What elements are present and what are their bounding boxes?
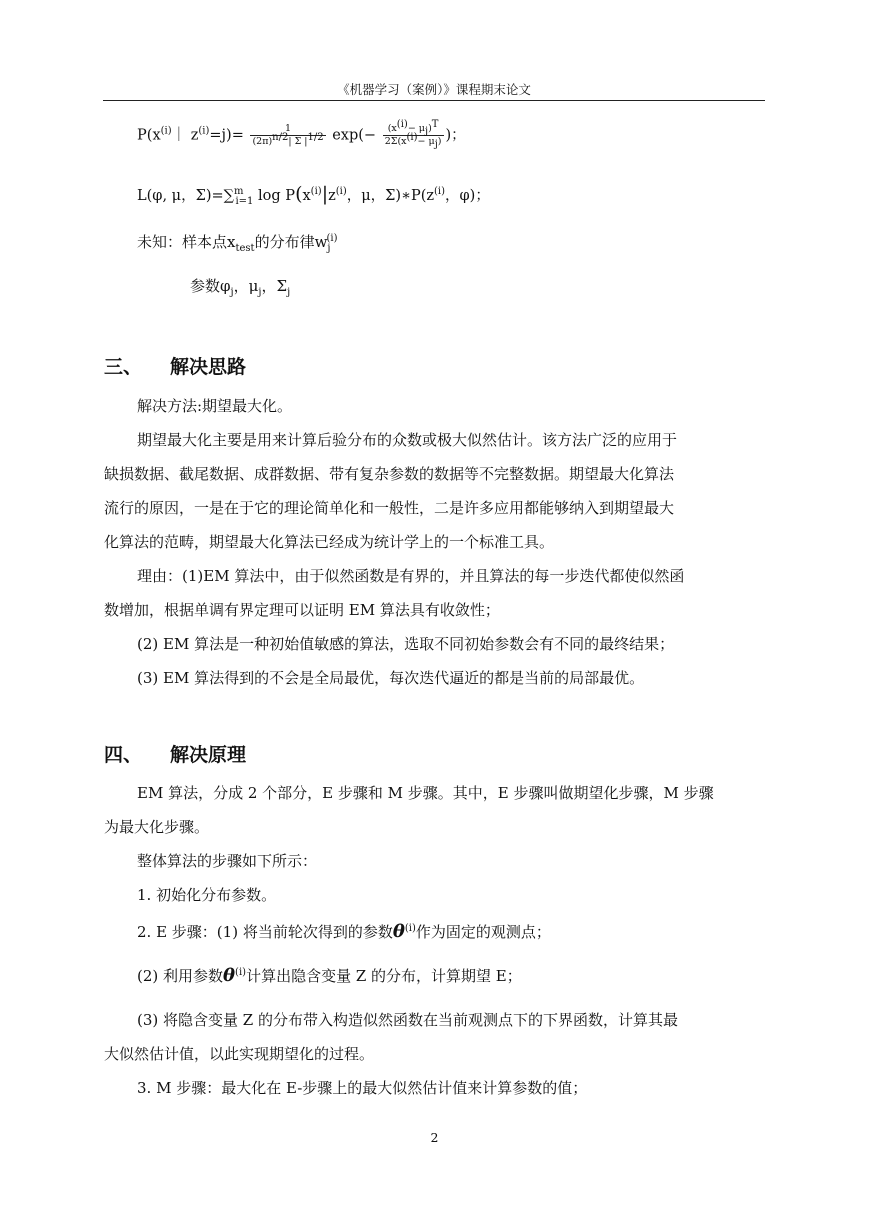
section-3-p5: (3) EM 算法得到的不会是全局最优，每次迭代逼近的都是当前的局部最优。 <box>137 669 645 687</box>
section-3-p3-line1: 理由：(1)EM 算法中，由于似然函数是有界的，并且算法的每一步迭代都使似然函 <box>137 567 685 585</box>
section-3-p2-line4: 化算法的范畴，期望最大化算法已经成为统计学上的一个标准工具。 <box>104 533 555 551</box>
formula-probability: $P(x^{(i)}|$ $z^{(i)}=j)=$ $\frac{1}{(2\pi)^{n/2}| \Sigma |^{1/2}}$ exp(− $\frac{(x^{(i)}- \mu_j)^T}{2\Sigma(x^{(i)}- \mu_j)}$ )； <box>137 118 466 150</box>
section-4-step2-2: (2) 利用参数$\theta^{(i)}$计算出隐含变量 Z 的分布，计算期望 E； <box>137 965 522 986</box>
section-4-step2-3-line2: 大似然估计值，以此实现期望化的过程。 <box>104 1045 375 1063</box>
page-number: 2 <box>430 1130 439 1145</box>
section-3-p2-line1: 期望最大化主要是用来计算后验分布的众数或极大似然估计。该方法广泛的应用于 <box>137 431 678 449</box>
section-3-heading: 三、 解决思路 <box>104 356 247 378</box>
section-3-p4: (2) EM 算法是一种初始值敏感的算法，选取不同初始参数会有不同的最终结果； <box>137 635 675 653</box>
section-3-p1: 解决方法:期望最大化。 <box>137 397 293 415</box>
formula-fraction-1: $\frac{1}{(2\pi)^{n/2}| \Sigma |^{1/2}}$ <box>252 123 324 147</box>
section-4-step3: 3. M 步骤：最大化在 E-步骤上的最大似然估计值来计算参数的值； <box>137 1079 588 1097</box>
section-4-p1-line1: EM 算法，分成 2 个部分，E 步骤和 M 步骤。其中，E 步骤叫做期望化步骤，M 步骤 <box>137 784 714 802</box>
page-header: 《机器学习（案例）》课程期末论文 <box>337 82 531 97</box>
unknown-params: 参数$\varphi_j$，$\mu_j$，$\Sigma_j$ <box>190 277 291 298</box>
section-4-step1: 1. 初始化分布参数。 <box>137 886 277 904</box>
section-3-p3-line2: 数增加，根据单调有界定理可以证明 EM 算法具有收敛性； <box>104 601 500 619</box>
unknown-line: 未知：样本点$x_{test}$的分布律$w_j^{(i)}$ <box>137 233 338 254</box>
section-3-p2-line2: 缺损数据、截尾数据、成群数据、带有复杂参数的数据等不完整数据。期望最大化算法 <box>104 465 675 483</box>
header-divider <box>103 100 765 101</box>
section-4-step2-3-line1: (3) 将隐含变量 Z 的分布带入构造似然函数在当前观测点下的下界函数，计算其最 <box>137 1011 678 1029</box>
section-4-p1-line2: 为最大化步骤。 <box>104 818 210 836</box>
section-4-p2: 整体算法的步骤如下所示： <box>137 852 318 870</box>
section-4-step2: 2. E 步骤：(1) 将当前轮次得到的参数$\theta^{(i)}$作为固定的观测点； <box>137 921 551 942</box>
section-4-heading: 四、 解决原理 <box>104 744 247 766</box>
formula-fraction-2: $\frac{(x^{(i)}- \mu_j)^T}{2\Sigma(x^{(i)}- \mu_j)}$ <box>384 118 442 150</box>
formula-likelihood: L(φ, μ，Σ)=∑$^m_{i=1}$ $\log P(x^{(i)}|z^{(i)}$，μ，$\Sigma)∗P(z^{(i)}$，φ)； <box>137 183 490 207</box>
section-3-p2-line3: 流行的原因，一是在于它的理论简单化和一般性，二是许多应用都能够纳入到期望最大 <box>104 499 675 517</box>
